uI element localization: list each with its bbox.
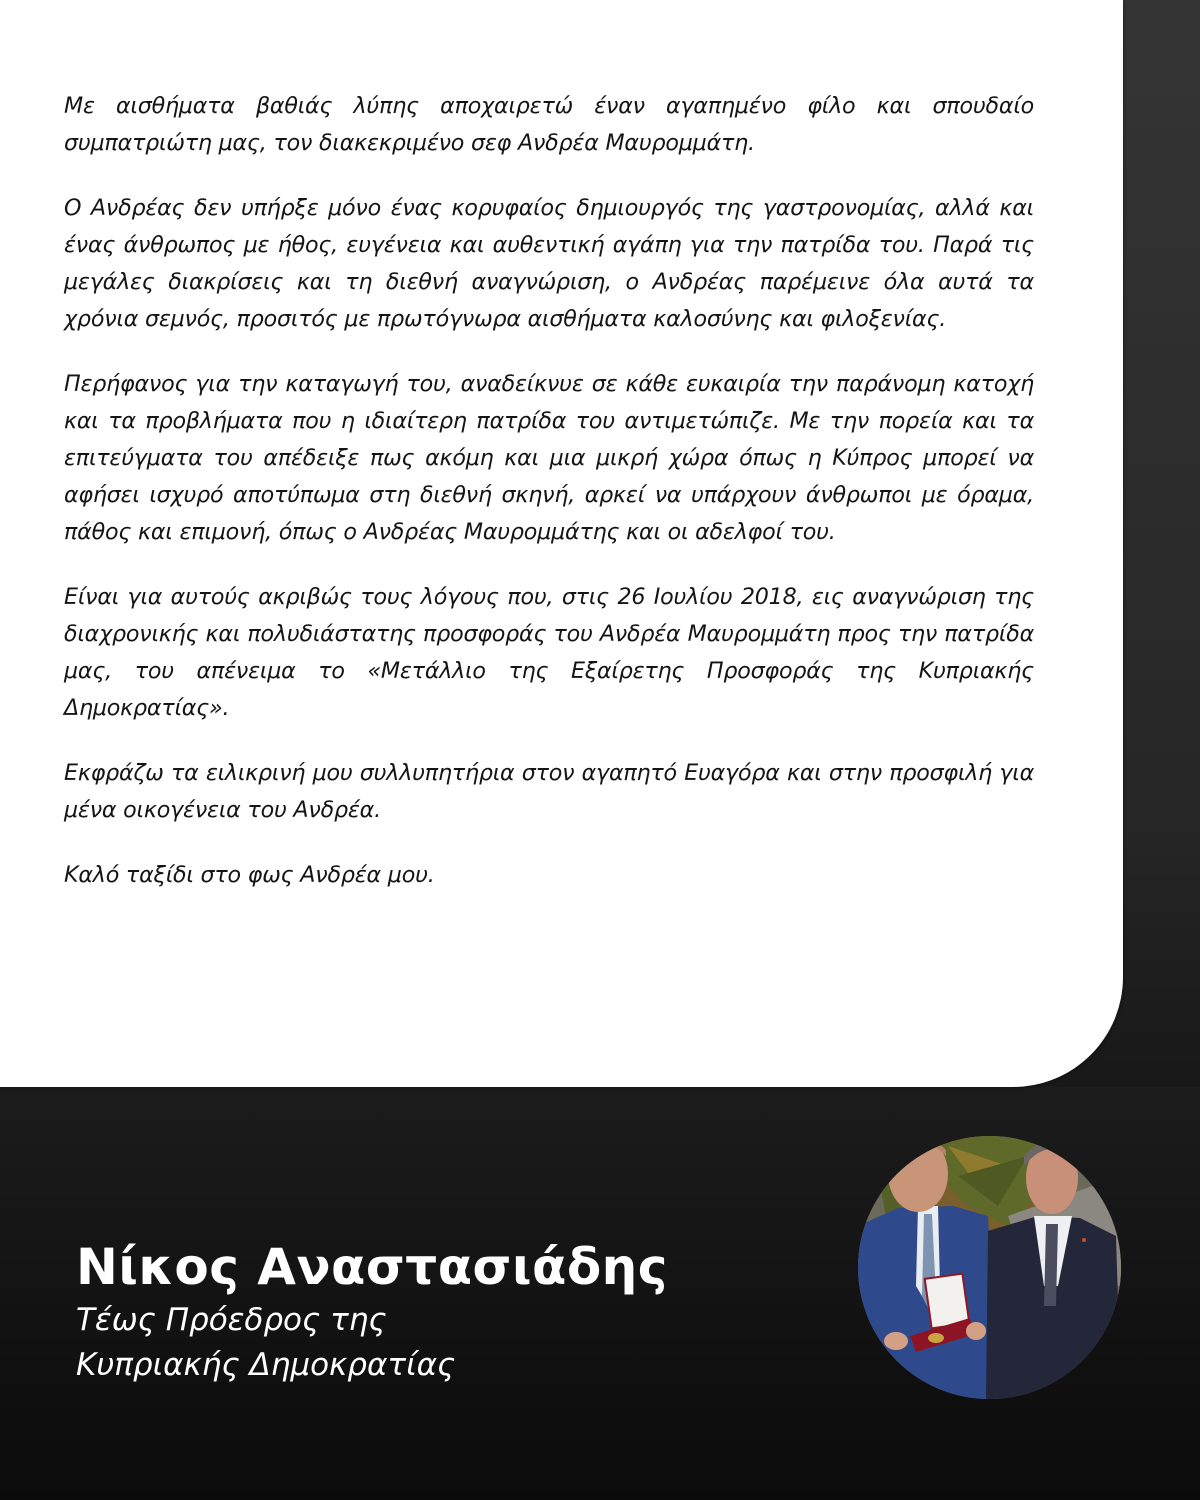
signatory-name: Νίκος Αναστασιάδης: [76, 1238, 668, 1296]
letter-paragraph: Περήφανος για την καταγωγή του, αναδείκνυε σε κάθε ευκαιρία την παράνομη κατοχή και τα προβλήματα που η ιδιαίτερη πατρίδα του αντιμετώπιζε. Με την πορεία και τα επιτεύγματα του απέδειξε πως ακόμη και μια μικρή χώρα όπως η Κύπρος μπορεί να αφήσει ισχυρό αποτύπωμα στη διεθνή σκηνή, αρκεί να υπάρχουν άνθρωποι με όραμα, πάθος και επιμονή, όπως ο Ανδρέας Μαυρομμάτης και οι αδελφοί του.: [64, 371, 1034, 545]
letter-paragraph: Είναι για αυτούς ακριβώς τους λόγους που, στις 26 Ιουλίου 2018, εις αναγνώριση της διαχρονικής και πολυδιάστατης προσφοράς του Ανδρέα Μαυρομμάτη προς την πατρίδα μας, του απένειμα το «Μετάλλιο της Εξαίρετης Προσφοράς της Κυπριακής Δημοκρατίας».: [64, 584, 1034, 721]
letter-closing: Καλό ταξίδι στο φως Ανδρέα μου.: [64, 862, 435, 888]
medal-ceremony-photo: [858, 1136, 1121, 1399]
signatory-title-line2: Κυπριακής Δημοκρατίας: [76, 1347, 456, 1383]
condolence-letter: [64, 88, 1034, 922]
letter-paragraph: Εκφράζω τα ειλικρινή μου συλλυπητήρια στον αγαπητό Ευαγόρα και στην προσφιλή για μένα οικογένεια του Ανδρέα.: [64, 760, 1034, 823]
letter-paragraph: Ο Ανδρέας δεν υπήρξε μόνο ένας κορυφαίος δημιουργός της γαστρονομίας, αλλά και ένας άνθρωπος με ήθος, ευγένεια και αυθεντική αγάπη για την πατρίδα του. Παρά τις μεγάλες διακρίσεις και τη διεθνή αναγνώριση, ο Ανδρέας παρέμεινε όλα αυτά τα χρόνια σεμνός, προσιτός με πρωτόγνωρα αισθήματα καλοσύνης και φιλοξενίας.: [64, 195, 1034, 332]
signature-block: [76, 1236, 668, 1388]
photo-illustration: [858, 1136, 1121, 1399]
signatory-title-line1: Τέως Πρόεδρος της: [76, 1302, 387, 1338]
letter-paragraph: Με αισθήματα βαθιάς λύπης αποχαιρετώ έναν αγαπημένο φίλο και σπουδαίο συμπατριώτη μας, τον διακεκριμένο σεφ Ανδρέα Μαυρομμάτη.: [64, 93, 1034, 156]
